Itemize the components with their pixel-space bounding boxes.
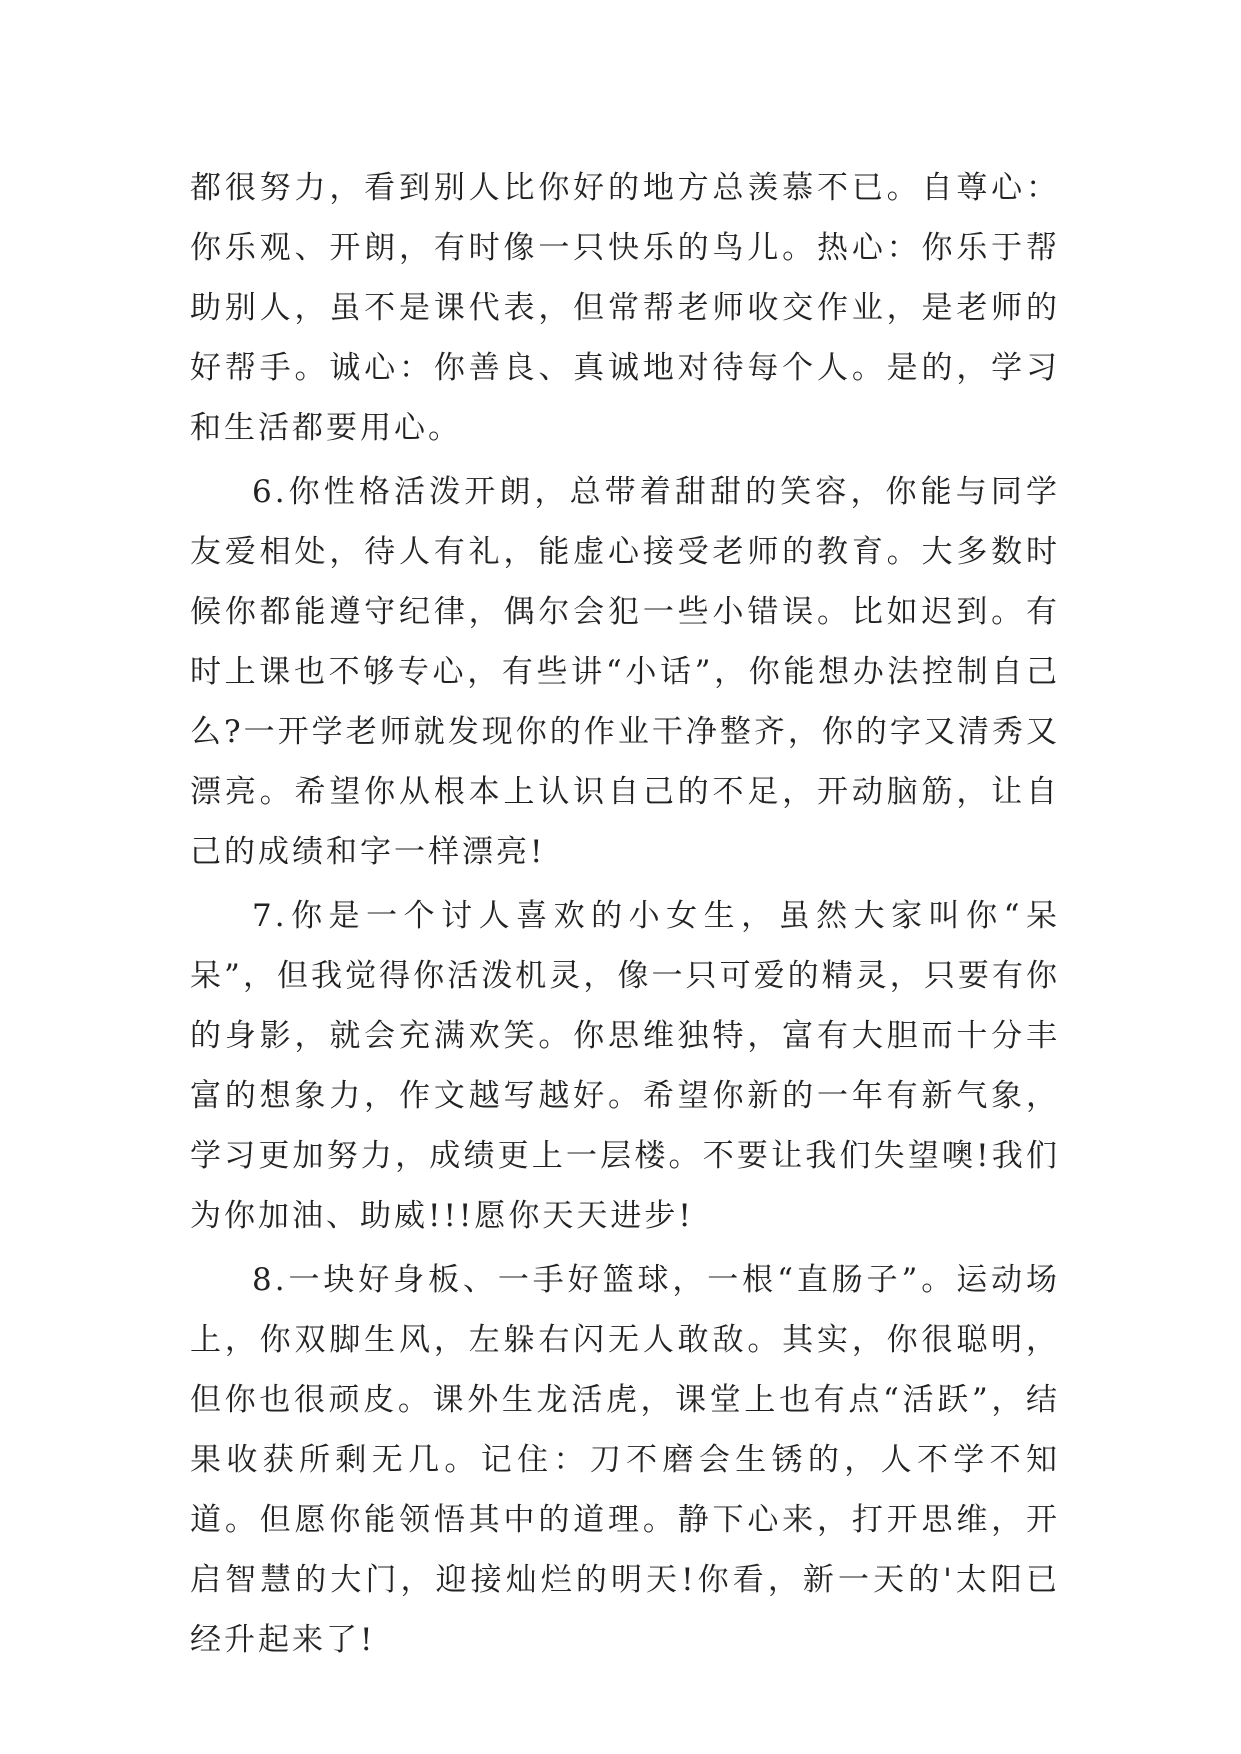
paragraph-continued: 都很努力，看到别人比你好的地方总羡慕不已。自尊心：你乐观、开朗，有时像一只快乐的鸟儿。热心：你乐于帮助别人，虽不是课代表，但常帮老师收交作业，是老师的好帮手。诚心：你善良、真诚地对待每个人。是的，学习和生活都要用心。 <box>190 170 1060 446</box>
paragraph-comment-7: 7.你是一个讨人喜欢的小女生，虽然大家叫你“呆呆”，但我觉得你活泼机灵，像一只可爱的精灵，只要有你的身影，就会充满欢笑。你思维独特，富有大胆而十分丰富的想象力，作文越写越好。希望你新的一年有新气象，学习更加努力，成绩更上一层楼。不要让我们失望噢!我们为你加油、助威!!!愿你天天进步! <box>190 898 1060 1234</box>
paragraph-comment-8: 8.一块好身板、一手好篮球，一根“直肠子”。运动场上，你双脚生风，左躲右闪无人敢敌。其实，你很聪明，但你也很顽皮。课外生龙活虎，课堂上也有点“活跃”，结果收获所剩无几。记住：刀不磨会生锈的，人不学不知道。但愿你能领悟其中的道理。静下心来，打开思维，开启智慧的大门，迎接灿烂的明天!你看，新一天的'太阳已经升起来了! <box>190 1262 1060 1658</box>
paragraph-comment-6: 6.你性格活泼开朗，总带着甜甜的笑容，你能与同学友爱相处，待人有礼，能虚心接受老师的教育。大多数时候你都能遵守纪律，偶尔会犯一些小错误。比如迟到。有时上课也不够专心，有些讲“小话”，你能想办法控制自己么?一开学老师就发现你的作业干净整齐，你的字又清秀又漂亮。希望你从根本上认识自己的不足，开动脑筋，让自己的成绩和字一样漂亮! <box>190 474 1060 870</box>
document-body <box>190 158 1060 1674</box>
